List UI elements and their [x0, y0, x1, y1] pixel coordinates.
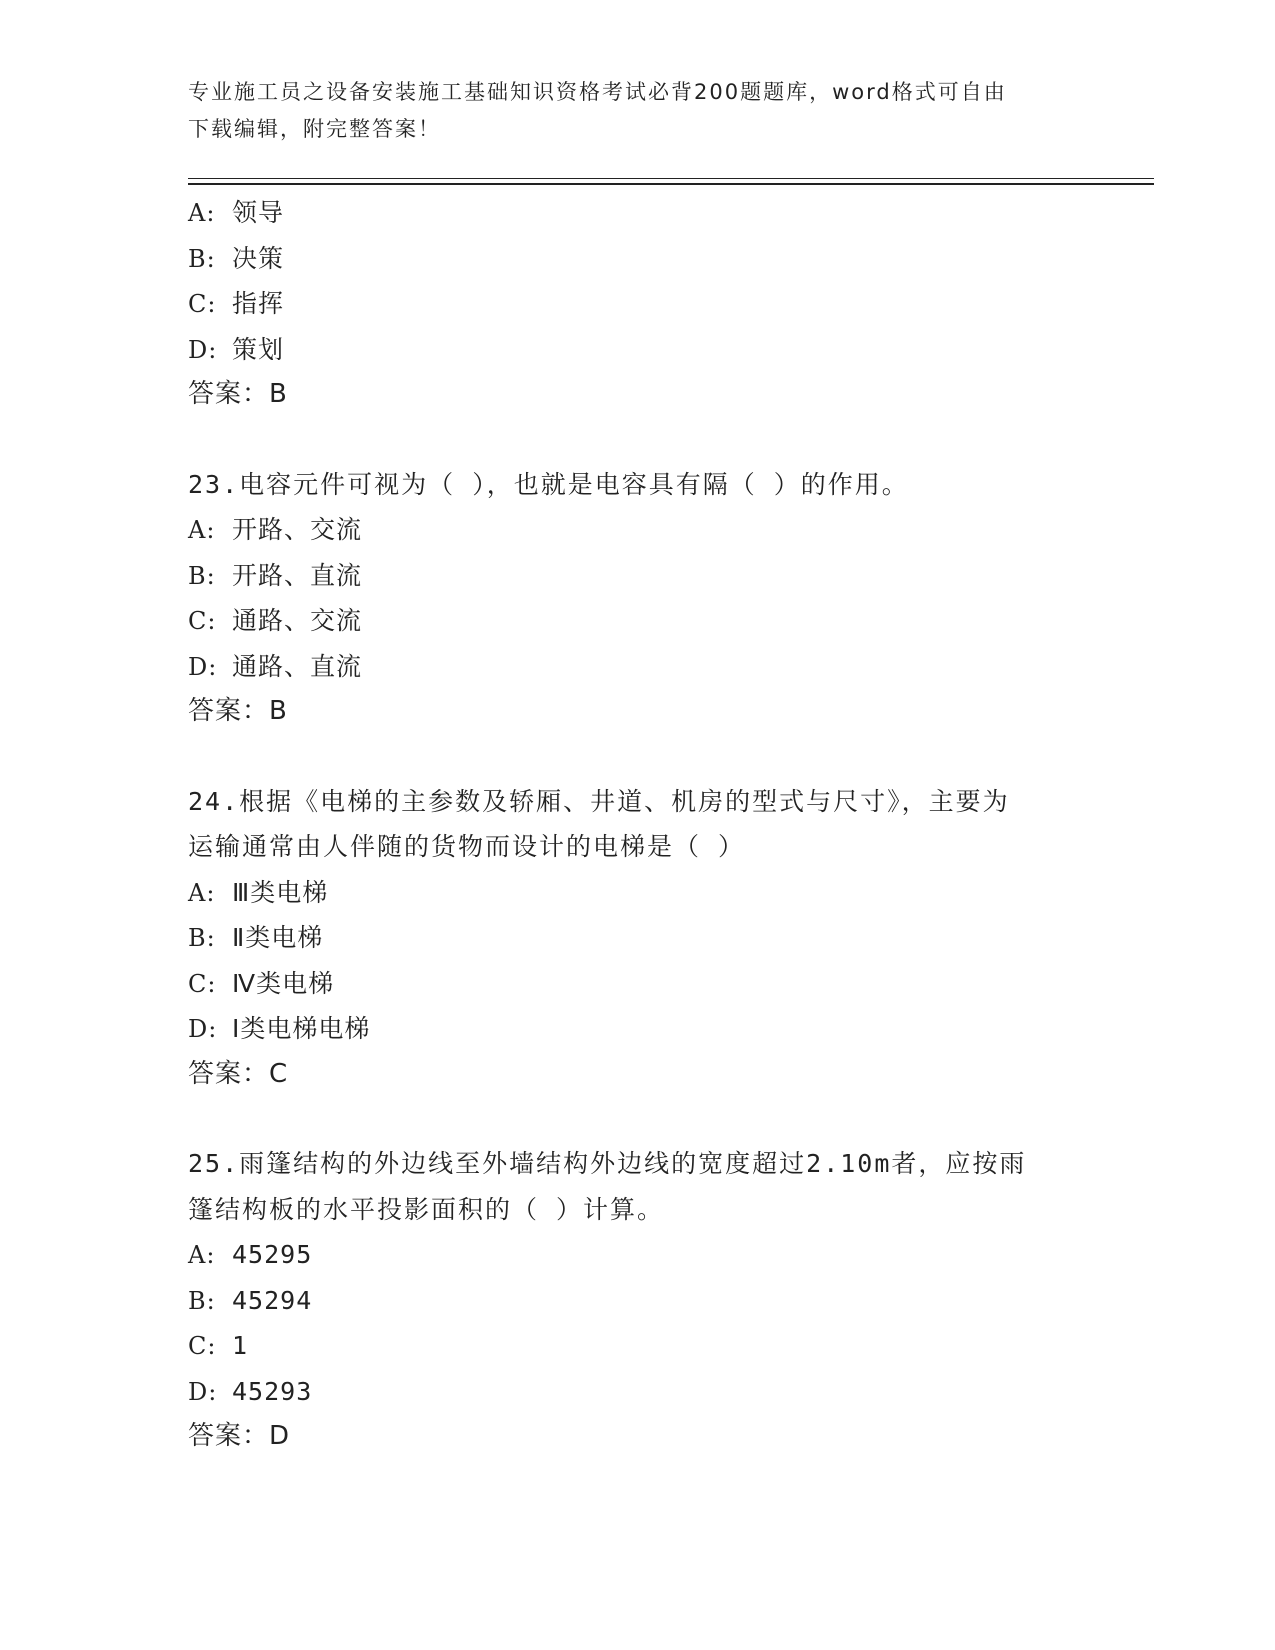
question-block-23 — [188, 462, 1108, 735]
header-line-1: 专业施工员之设备安装施工基础知识资格考试必背200题题库，word格式可自由 — [188, 80, 1007, 104]
option-text: 通路、直流 — [232, 651, 363, 681]
option-c — [188, 281, 1108, 327]
option-d — [188, 1369, 1108, 1415]
option-letter: C: — [188, 969, 217, 998]
option-c — [188, 1323, 1108, 1369]
option-letter: D: — [188, 1015, 218, 1043]
option-letter: A: — [188, 199, 216, 227]
header-divider-thin — [188, 178, 1154, 179]
answer-line: 答案：C — [188, 1058, 289, 1089]
option-letter: C: — [188, 290, 217, 318]
option-d — [188, 1006, 1108, 1052]
question-text-line-2: 篷结构板的水平投影面积的（ ）计算。 — [188, 1194, 665, 1224]
question-list — [188, 190, 1108, 1460]
question-block-22 — [188, 190, 1108, 418]
option-b — [188, 915, 1108, 961]
option-a — [188, 190, 1108, 236]
option-text: 指挥 — [232, 289, 285, 318]
document-header — [188, 74, 1088, 148]
option-letter: B: — [188, 561, 216, 590]
option-text: 策划 — [232, 334, 285, 364]
header-divider-thick — [188, 183, 1154, 185]
option-text: Ⅳ类电梯 — [232, 968, 335, 998]
option-letter: C: — [188, 1332, 217, 1360]
option-d — [188, 644, 1108, 690]
option-b — [188, 236, 1108, 282]
option-text: Ⅰ类电梯电梯 — [232, 1014, 371, 1043]
option-letter: B: — [188, 924, 216, 952]
option-letter: D: — [188, 335, 218, 364]
option-b — [188, 553, 1108, 599]
option-letter: B: — [188, 1286, 216, 1315]
question-text-line-2: 运输通常由人伴随的货物而设计的电梯是（ ） — [188, 832, 746, 861]
question-text: 23.电容元件可视为（ ），也就是电容具有隔（ ）的作用。 — [188, 469, 909, 499]
option-a — [188, 507, 1108, 553]
option-a — [188, 1232, 1108, 1278]
option-letter: D: — [188, 652, 218, 681]
option-d — [188, 327, 1108, 373]
option-letter: A: — [188, 516, 216, 544]
question-text-line-1: 24.根据《电梯的主参数及轿厢、井道、机房的型式与尺寸》，主要为 — [188, 786, 1010, 816]
option-letter: D: — [188, 1377, 218, 1406]
option-text: 领导 — [232, 198, 285, 227]
option-letter: C: — [188, 607, 217, 635]
option-text: 决策 — [232, 243, 285, 273]
answer-line: 答案：D — [188, 1421, 291, 1451]
option-letter: B: — [188, 244, 216, 273]
option-a — [188, 870, 1108, 916]
option-text: 开路、直流 — [232, 560, 363, 590]
option-text: 45293 — [232, 1376, 313, 1406]
question-block-25 — [188, 1141, 1108, 1460]
option-letter: A: — [188, 1241, 216, 1269]
option-c — [188, 598, 1108, 644]
question-text-line-1: 25.雨篷结构的外边线至外墙结构外边线的宽度超过2.10m者，应按雨 — [188, 1149, 1027, 1178]
option-text: 45294 — [232, 1285, 313, 1315]
option-text: Ⅲ类电梯 — [232, 877, 329, 907]
answer-line: 答案：B — [188, 379, 288, 409]
question-block-24 — [188, 779, 1108, 1098]
header-line-2: 下载编辑，附完整答案！ — [188, 117, 441, 141]
option-letter: A: — [188, 878, 216, 907]
option-text: 45295 — [232, 1240, 313, 1269]
option-text: 通路、交流 — [232, 606, 363, 635]
option-text: 开路、交流 — [232, 515, 363, 544]
option-c — [188, 961, 1108, 1007]
answer-line: 答案：B — [188, 696, 288, 726]
option-text: 1 — [232, 1331, 249, 1360]
option-text: Ⅱ类电梯 — [232, 923, 324, 952]
option-b — [188, 1278, 1108, 1324]
